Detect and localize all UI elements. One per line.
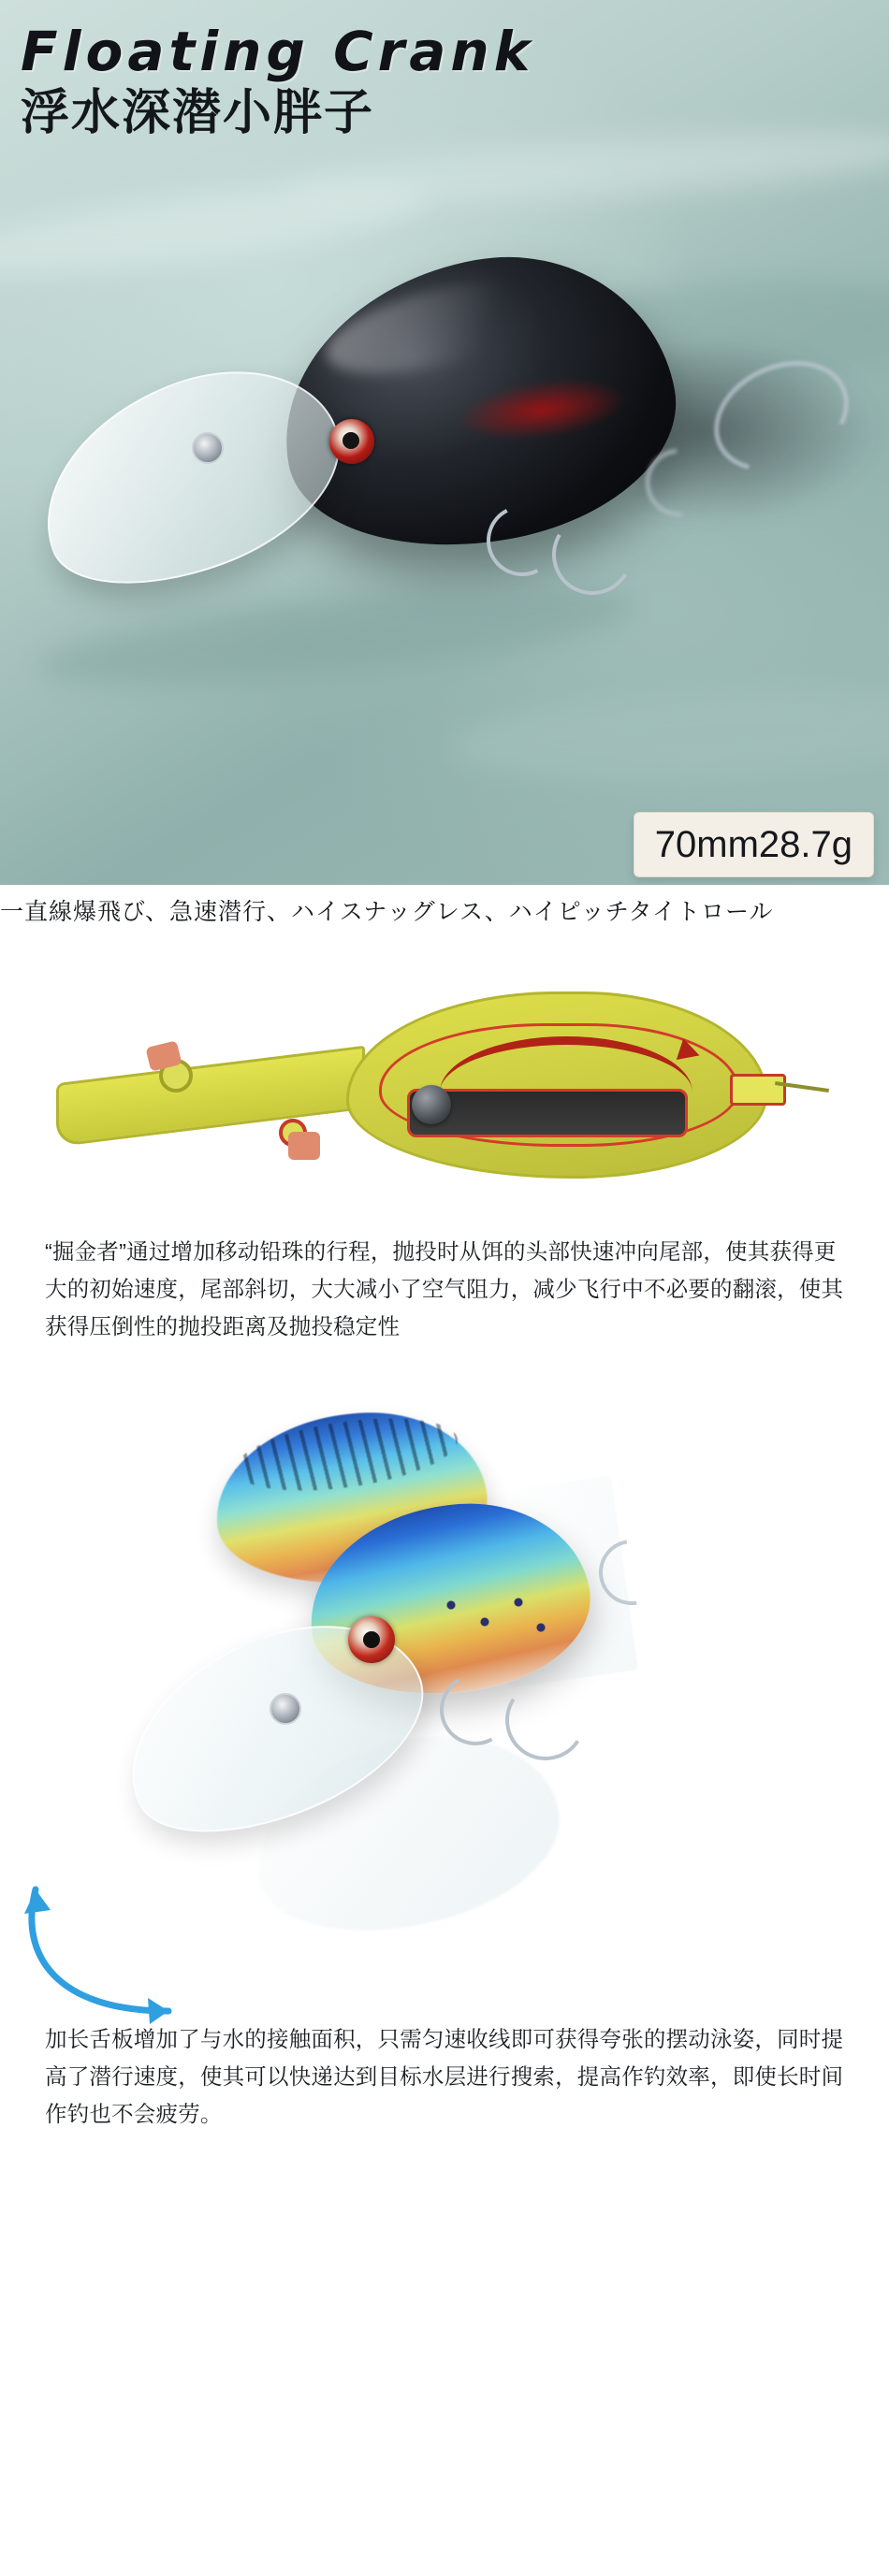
hero-title — [21, 22, 863, 84]
swim-action-arrow-icon — [19, 1871, 225, 2039]
lure-dots — [440, 1588, 552, 1644]
bill-description: 加长舌板增加了与水的接触面积，只需匀速收线即可获得夸张的摆动泳姿，同时提高了潜行速度，使其可以快递达到目标水层进行搜索，提高作钓效率，即使长时间作钓也不会疲劳。 — [45, 2027, 844, 2126]
lure-eye — [329, 419, 374, 464]
diagram-lug — [288, 1132, 320, 1160]
casting-description: “掘金者”通过增加移动铅珠的行程，抛投时从饵的头部快速冲向尾部，使其获得更大的初始速度，尾部斜切，大大减小了空气阻力，减少飞行中不必要的翻滚，使其获得压倒性的抛投距离及抛投稳定性 — [45, 1239, 844, 1339]
screw-icon — [192, 432, 224, 464]
japanese-tagline: 一直線爆飛び、急速潜行、ハイスナッグレス、ハイピッチタイトロール — [0, 899, 774, 925]
screw-icon — [270, 1693, 301, 1725]
hero-section — [0, 0, 889, 935]
hero-lure-illustration — [0, 224, 889, 664]
diagram-bill — [56, 1046, 365, 1148]
cutaway-diagram — [37, 991, 852, 1216]
background-streak — [447, 678, 889, 789]
japanese-tagline-bar — [0, 885, 889, 935]
diagram-tail-chamber — [730, 1074, 786, 1106]
hero-title-english: Floating Crank — [21, 20, 535, 83]
hero-title-chinese: 浮水深潜小胖子 — [21, 86, 375, 140]
diagram-weight-ball — [412, 1085, 451, 1124]
spec-badge: 70mm28.7g — [634, 812, 874, 877]
bill-section — [0, 1366, 889, 2133]
lure-eye — [348, 1616, 395, 1663]
casting-section — [0, 935, 889, 1366]
